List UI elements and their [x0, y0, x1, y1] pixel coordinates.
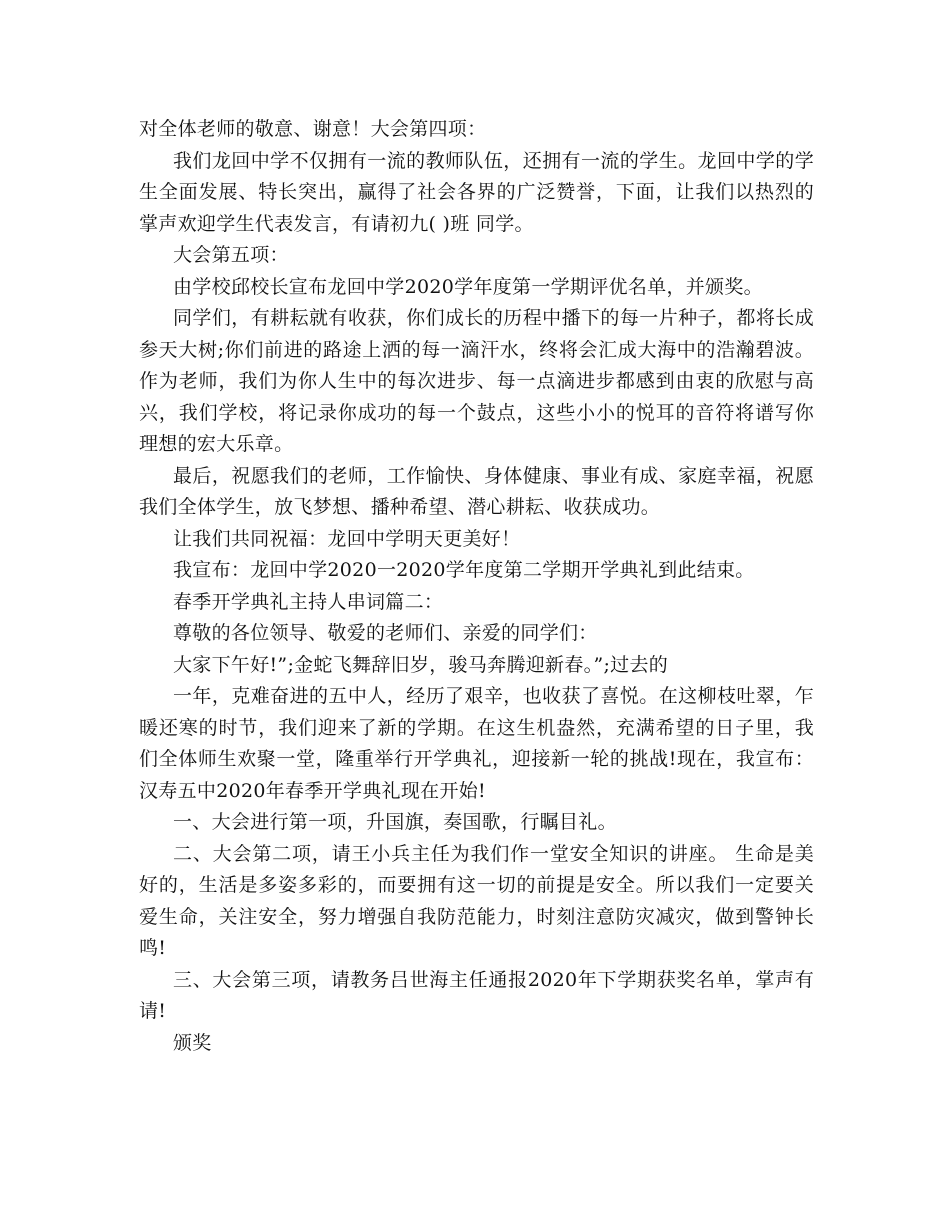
paragraph-10: 尊敬的各位领导、敬爱的老师们、亲爱的同学们：: [173, 622, 598, 644]
paragraph-4: 由学校邱校长宣布龙回中学2020学年度第一学期评优名单，并颁奖。: [173, 275, 763, 298]
paragraph-1: 对全体老师的敬意、谢意！大会第四项：: [139, 118, 487, 140]
paragraph-14: 二、大会第二项，请王小兵主任为我们作一堂安全知识的讲座。 生命是美好的，生活是多姿多彩的，而要拥有这一切的前提是安全。所以我们一定要关爱生命，关注安全，努力增强自我防范能力，时刻注意防灾减灾，做到警钟长鸣!: [139, 842, 814, 959]
paragraph-8: 我宣布：龙回中学2020一2020学年度第二学期开学典礼到此结束。: [173, 559, 755, 581]
paragraph-7: 让我们共同祝福：龙回中学明天更美好！: [173, 527, 521, 550]
paragraph-12: 一年，克难奋进的五中人，经历了艰辛，也收获了喜悦。在这柳枝吐翠，乍暖还寒的时节，我们迎来了新的学期。在这生机盎然，充满希望的日子里，我们全体师生欢聚一堂，隆重举行开学典礼，迎接新一轮的挑战!现在，我宣布：汉寿五中2020年春季开学典礼现在开始!: [139, 685, 814, 802]
document-body: [139, 114, 814, 1059]
paragraph-6: 最后，祝愿我们的老师，工作愉快、身体健康、事业有成、家庭幸福，祝愿我们全体学生，放飞梦想、播种希望、潜心耕耘、收获成功。: [139, 464, 814, 518]
paragraph-11: 大家下午好!”;金蛇飞舞辞旧岁，骏马奔腾迎新春。”;过去的: [173, 653, 669, 676]
paragraph-13: 一、大会进行第一项，升国旗，奏国歌，行瞩目礼。: [173, 811, 617, 833]
paragraph-9: 春季开学典礼主持人串词篇二：: [173, 590, 444, 613]
paragraph-16: 颁奖: [173, 1031, 212, 1054]
paragraph-5: 同学们，有耕耘就有收获，你们成长的历程中播下的每一片种子，都将长成参天大树;你们前进的路途上洒的每一滴汗水，终将会汇成大海中的浩瀚碧波。作为老师，我们为你人生中的每次进步、每一点滴进步都感到由衷的欣慰与高兴，我们学校，将记录你成功的每一个鼓点，这些小小的悦耳的音符将谱写你理想的宏大乐章。: [139, 307, 814, 455]
paragraph-3: 大会第五项：: [173, 244, 289, 266]
paragraph-2: 我们龙回中学不仅拥有一流的教师队伍，还拥有一流的学生。龙回中学的学生全面发展、特长突出，赢得了社会各界的广泛赞誉，下面，让我们以热烈的掌声欢迎学生代表发言，有请初九( )班 同学。: [139, 149, 814, 235]
paragraph-15: 三、大会第三项，请教务吕世海主任通报2020年下学期获奖名单，掌声有请!: [139, 968, 814, 1022]
